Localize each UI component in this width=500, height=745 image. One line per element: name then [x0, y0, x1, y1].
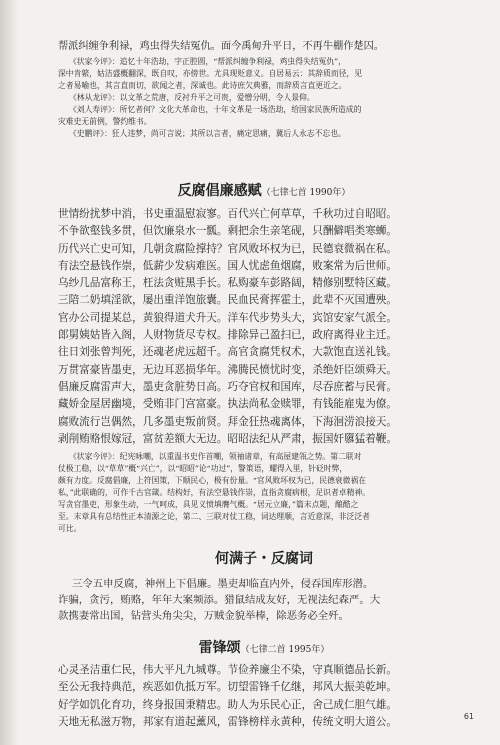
commentary-line: 深中肯綮，姑洁盛概翻深，既自叹，亦傍世。尤具现贬意义。自居易云：其辞质而径，见	[58, 69, 363, 78]
intro-section	[58, 38, 470, 140]
poem-line: 乌纱几品富称王，枉法贪赃黑手长。私购豪车彭路阔，精修别墅特区藏。	[58, 277, 397, 290]
commentary-line: 之者易喻也，其言直而切，欲闻之者，深诚也。此诗庶欠典雅，而辞质言直更近之。	[58, 81, 347, 90]
poem3-title-text: 雷锋颂	[198, 640, 241, 656]
poem1-title	[58, 180, 470, 200]
poem-line: 至公无我持典范，疾恶如仇抵万军。切望雷锋千亿继，邦风大振美乾坤。	[58, 681, 397, 694]
commentary-line: 写贪官墨吏，形象生动，一气呵成，具见义愤填膺气概。“居元立廉，”篇末点题，酿酷之	[58, 500, 359, 509]
poem3-subtitle: （七律二首 1995年）	[240, 645, 330, 655]
book-spine-shadow	[0, 0, 18, 745]
commentary-line: 颇有力度。反腐倡廉，上符国策，下顺民心，极有份量。“官风败坏权为已，民德衰微祸在	[58, 476, 367, 485]
poem-line: 历代兴亡史可知，几朝贪腐险撑持？官风败坏权为已，民德衰微祸在私。	[58, 242, 397, 255]
page-number: 61	[463, 712, 474, 721]
poem1-body	[58, 206, 470, 448]
commentary-line: 可比。	[58, 524, 82, 533]
poem2-body	[58, 576, 470, 624]
poem3-body	[58, 662, 470, 731]
poem-line: 剥削贿赂恨嫁冠，富贫差额大无边。昭昭法纪从严肃，振国奸隳猛着鞭。	[58, 432, 397, 445]
commentary-line: 《刘人寿评》：所忆者何？文化大革命也，十年文革是一场浩劫，给国家民族所造成的	[69, 105, 362, 114]
commentary-line: 灾难史无前例，警约维书。	[58, 117, 152, 126]
poem-line: 官办公司提某总，黄狼得道犬升天。洋车代步势头大，宾馆安家气派全。	[58, 311, 397, 324]
poem-line: 世情纷扰梦中消，书史重温慰寂寥。百代兴亡何草草，千秋功过自昭昭。	[58, 208, 397, 220]
poem2-title-text: 何满子・反腐词	[215, 551, 313, 567]
ci-line: 诈骗，贪污，贿赂，年年大案频添。猎鼠结成友好，无视法纪森严。大	[58, 594, 381, 606]
poem1-title-text: 反腐倡廉感赋	[177, 183, 262, 199]
intro-poem-line: 帮派纠缠争利禄，鸡虫得失结冤仇。面今禹甸升平日，不再牛棚作楚囚。	[58, 41, 384, 52]
intro-commentary	[58, 56, 470, 140]
poem-line: 天地无私滋万物，邦家有道起薰风，雷锋榜样永黄种，传统文明大道公。	[58, 715, 397, 728]
poem-line: 往日刘张曾判死，还魂老虎远超千。高官贪腐凭权术，大款饱直送礼钱。	[58, 346, 397, 359]
commentary-line: 《史鹏评》：狂人违梦，尚可言说；其所以言者，痛定思痛，冀后人永志不忘也。	[69, 129, 346, 138]
poem1-commentary	[58, 451, 470, 535]
poem-line: 郎舅姨姑皆入阁，人财物货尽专权。排除异己盈扫已，政府离得业主迁。	[58, 329, 397, 342]
commentary-line: 仗极工稳，以“草草”概“兴亡”，以“昭昭”论“功过”，警策语，耀得入里，针砭时弊，	[58, 464, 348, 473]
poem-line: 万贯富豪皆墨吏，无边耳恶损华年。沸腾民愤忧时变，杀绝奸臣颂舜天。	[58, 363, 397, 376]
poem-line: 心灵圣洁重仁民，伟大平凡九城尊。节俭养廉尘不染，守真顺德品长新。	[58, 664, 397, 676]
ci-line: 三令五申反腐，神州上下倡廉。墨吏却临直内外，侵吞国库形潜。	[72, 578, 374, 590]
commentary-line: 至。末章具有总结性正本清源之论，第二、三联对仗工稳，词达理顺，言近意深，非泛泛者	[58, 512, 370, 521]
poem1-subtitle: （七律七首 1990年）	[261, 188, 351, 198]
poem2-title	[58, 548, 470, 568]
poem3-title	[58, 637, 470, 657]
commentary-line: 私，”此联确的，可作千古官箴。结构好，有法空悬钱作崇，直指贪腐病根，足识者卓精神。	[58, 488, 370, 497]
poem-line: 好学如饥化育功，终身报国秉精忠。助人为乐民心正，舍己成仁胆气雄。	[58, 698, 397, 711]
poem-line: 藏娇金屋居幽境，受贿非门宫富豪。执法尚私金赎罪，有钱能雇鬼为僚。	[58, 398, 397, 411]
poem-line: 腐败流行岂偶然，几多墨吏叛前贤。拜金狂热魂离体，下海洄涝浪接天。	[58, 415, 397, 428]
poem-line: 不争欲壑钱多贯，但饮廉泉水一瓢。剩把余生亲笔砚，只酬僻唱类寒蛳。	[58, 225, 397, 238]
poem-line: 三陪二奶填淫欲，屡出重洋饱旅囊。民血民膏挥霍土，此辈不灭国遭殃。	[58, 294, 397, 307]
poem-line: 有法空悬钱作崇，低薪少发病难医。国人忧虑鱼烟腐，败案常为后世师。	[58, 259, 397, 272]
commentary-line: 《状家今评》：纪宪咏嘲，以重温书史作首嘲，领袖诸章，有高屋建瓴之势。第二联对	[69, 452, 362, 461]
poem-line: 倡廉反腐雷声大，墨吏贪脏势日高。巧夺官权和国库，尽吞庶蓄与民膏。	[58, 380, 397, 393]
commentary-line: 《林从龙评》：以文革之荒唐，反衬升平之可贵，爱憎分明，令人景仰。	[69, 93, 315, 102]
commentary-line: 《状家今评》：追忆十年浩劫，字正腔圆，“帮派纠缠争利禄，鸡虫得失结冤仇”，	[69, 57, 346, 66]
ci-line: 款携妻常出国，钻营头角尖尖，万贼金貌举棒，除恶务必全歼。	[58, 610, 349, 622]
